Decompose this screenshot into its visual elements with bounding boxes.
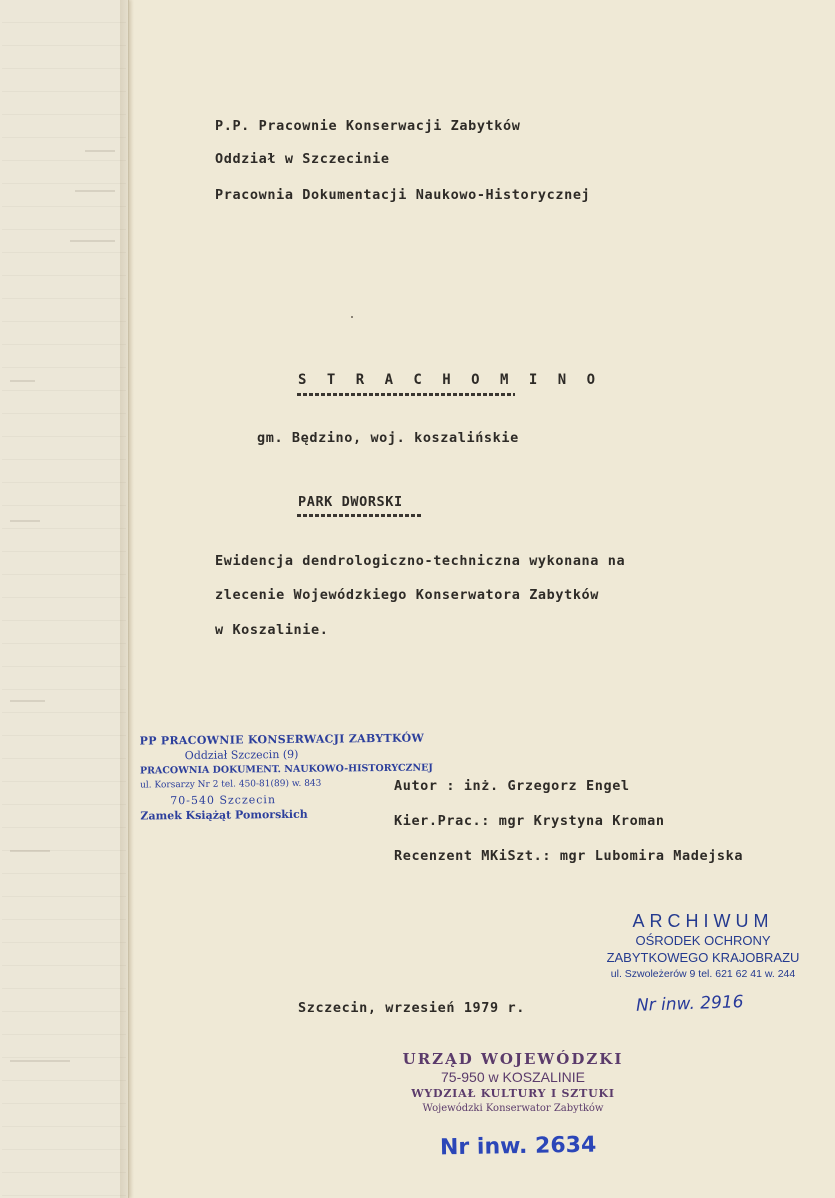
stamp-pkz-line: ul. Korsarzy Nr 2 tel. 450-81(89) w. 843 (140, 778, 322, 791)
ghost-text-mark (70, 240, 115, 242)
header-institution: P.P. Pracownie Konserwacji Zabytków (215, 118, 521, 134)
binding-shadow (120, 0, 134, 1198)
stamp-pkz-line: PP PRACOWNIE KONSERWACJI ZABYTKÓW (139, 731, 425, 748)
stamp-urzad-wojewodzki (398, 1050, 628, 1116)
header-department: Pracownia Dokumentacji Naukowo-Historycznej (215, 187, 591, 203)
stamp-archive (598, 910, 808, 982)
title-location: gm. Będzino, woj. koszalińskie (257, 430, 519, 446)
ghost-text-mark (10, 700, 45, 702)
stamp-urzad-line: WYDZIAŁ KULTURY I SZTUKI (411, 1087, 615, 1100)
credit-reviewer: Recenzent MKiSzt.: mgr Lubomira Madejska (394, 848, 744, 864)
stamp-pkz-line: PRACOWNIA DOKUMENT. NAUKOWO-HISTORYCZNEJ (139, 762, 433, 777)
document-title: S T R A C H O M I N O (298, 372, 602, 388)
handwritten-inventory-number: Nr inw. 2916 (635, 992, 744, 1016)
stamp-pkz (140, 730, 434, 823)
underlying-sheet-lines (2, 0, 126, 1198)
stamp-archive-line: ZABYTKOWEGO KRAJOBRAZU (606, 950, 800, 965)
ghost-text-mark (85, 150, 115, 152)
ghost-text-mark (10, 850, 50, 852)
paper-speck (351, 316, 353, 318)
stamp-pkz-line: Oddział Szczecin (9) (184, 747, 299, 763)
header-branch: Oddział w Szczecinie (215, 151, 390, 167)
title-underline (297, 393, 515, 396)
stamp-urzad-line: URZĄD WOJEWÓDZKI (402, 1050, 624, 1068)
stamp-pkz-line: 70-540 Szczecin (170, 793, 277, 808)
stamp-archive-line: OŚRODEK OCHRONY (635, 933, 771, 948)
stamp-urzad-line: 75-950 w KOSZALINIE (441, 1069, 585, 1085)
description-line-2: zlecenie Wojewódzkiego Konserwatora Zabytków (215, 587, 600, 603)
document-subject: PARK DWORSKI (298, 494, 403, 510)
ghost-text-mark (10, 380, 35, 382)
description-line-3: w Koszalinie. (215, 622, 329, 638)
stamp-pkz-line: Zamek Książąt Pomorskich (140, 807, 308, 823)
underlying-sheet-edge (0, 0, 129, 1198)
stamp-urzad-line: Wojewódzki Konserwator Zabytków (422, 1103, 604, 1114)
credit-manager: Kier.Prac.: mgr Krystyna Kroman (394, 813, 665, 829)
handwritten-inventory-number-2: Nr inw. 2634 (439, 1132, 597, 1161)
credit-author: Autor : inż. Grzegorz Engel (394, 778, 630, 794)
ghost-text-mark (10, 1060, 70, 1062)
description-line-1: Ewidencja dendrologiczno-techniczna wykonana na (215, 553, 626, 569)
ghost-text-mark (75, 190, 115, 192)
stamp-archive-address: ul. Szwoleżerów 9 tel. 621 62 41 w. 244 (610, 968, 796, 980)
ghost-text-mark (10, 520, 40, 522)
subject-underline (297, 514, 421, 517)
stamp-archive-title: ARCHIWUM (632, 911, 774, 931)
place-and-date: Szczecin, wrzesień 1979 r. (298, 1000, 525, 1016)
